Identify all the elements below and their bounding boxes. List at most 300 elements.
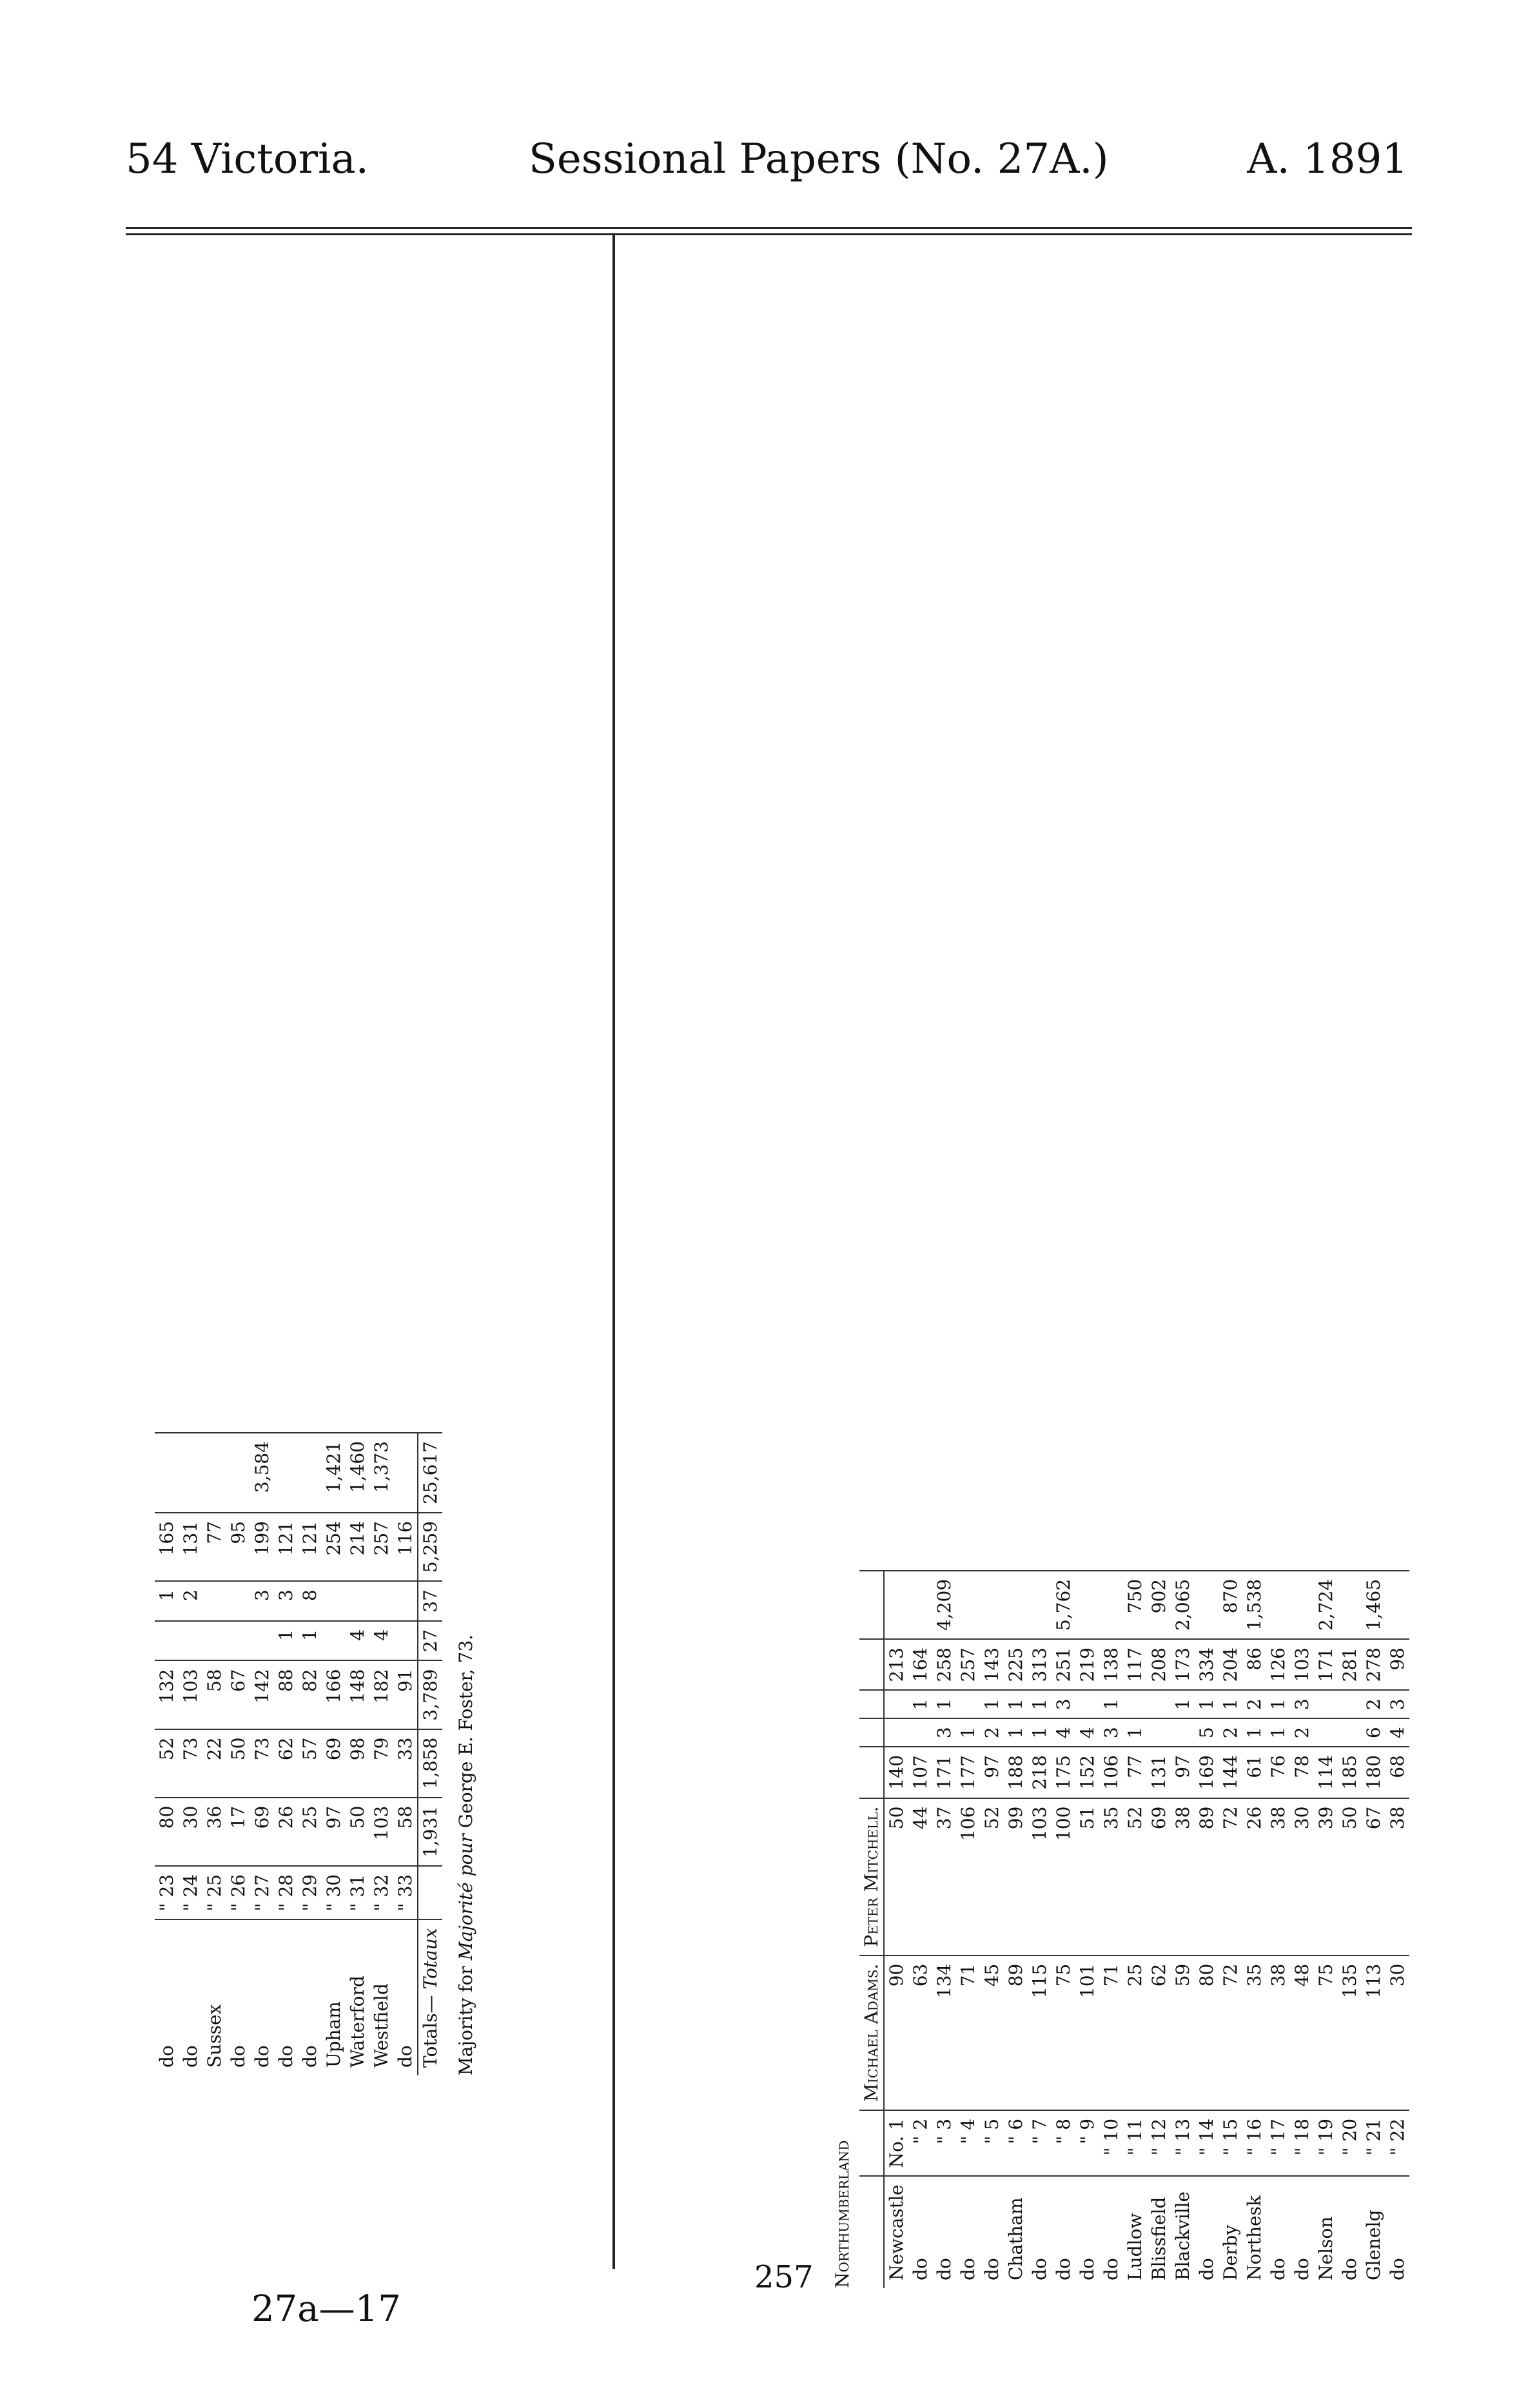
cell-c6: 204 bbox=[1219, 1639, 1242, 1690]
cell-c4 bbox=[202, 1621, 226, 1661]
table-row bbox=[1147, 1571, 1171, 2288]
cell-c5: 3 bbox=[274, 1581, 298, 1621]
cell-c7: 2,724 bbox=[1314, 1571, 1338, 1639]
cell-c2: 73 bbox=[250, 1729, 274, 1798]
cell-no: " 11 bbox=[1123, 2110, 1147, 2176]
cell-c7 bbox=[980, 1571, 1004, 1639]
cell-place: Upham bbox=[322, 1919, 346, 2075]
cell-c7 bbox=[298, 1433, 322, 1513]
cell-c5: 1 bbox=[1028, 1690, 1052, 1718]
cell-c4: 4 bbox=[1052, 1718, 1075, 1747]
cell-c5: 3 bbox=[1052, 1690, 1075, 1718]
majority-label-fr: Majorité pour bbox=[455, 1834, 476, 1961]
cell-c1: 134 bbox=[932, 1956, 956, 2110]
top-section-rotated bbox=[155, 593, 476, 2075]
cell-c5 bbox=[1314, 1690, 1338, 1718]
cell-c3: 88 bbox=[274, 1660, 298, 1729]
cell-c5: 1 bbox=[908, 1690, 932, 1718]
cell-place: Chatham bbox=[1004, 2176, 1028, 2288]
cell-c4 bbox=[1147, 1718, 1171, 1747]
cell-no: " 32 bbox=[369, 1866, 393, 1919]
cell-c6: 131 bbox=[179, 1513, 202, 1581]
cell-c4: 4 bbox=[369, 1621, 393, 1661]
cell-c4: 1 bbox=[274, 1621, 298, 1661]
cell-c6: 103 bbox=[1290, 1639, 1314, 1690]
cell-c6: 171 bbox=[1314, 1639, 1338, 1690]
cell-c2: 89 bbox=[1195, 1798, 1219, 1956]
cell-c1: 50 bbox=[346, 1798, 369, 1866]
cell-place: do bbox=[298, 1919, 322, 2075]
cell-c2: 52 bbox=[980, 1798, 1004, 1956]
table-row bbox=[369, 1433, 393, 2075]
header-place bbox=[859, 2176, 884, 2288]
majority-line bbox=[455, 593, 476, 2075]
totals-c6: 5,259 bbox=[418, 1513, 442, 1581]
cell-c3: 132 bbox=[155, 1660, 179, 1729]
header-rule-top bbox=[126, 227, 1412, 229]
cell-no: " 30 bbox=[322, 1866, 346, 1919]
cell-place: do bbox=[1195, 2176, 1219, 2288]
cell-no: " 5 bbox=[980, 2110, 1004, 2176]
cell-place: do bbox=[1385, 2176, 1409, 2288]
table-row bbox=[932, 1571, 956, 2288]
cell-place: Newcastle bbox=[884, 2176, 908, 2288]
cell-c5: 1 bbox=[1099, 1690, 1123, 1718]
cell-c7 bbox=[1290, 1571, 1314, 1639]
cell-place: do bbox=[1099, 2176, 1123, 2288]
cell-c1: 45 bbox=[980, 1956, 1004, 2110]
cell-c5: 1 bbox=[1266, 1690, 1290, 1718]
cell-place: Northesk bbox=[1242, 2176, 1266, 2288]
cell-c3: 182 bbox=[369, 1660, 393, 1729]
cell-place: do bbox=[179, 1919, 202, 2075]
cell-place: do bbox=[932, 2176, 956, 2288]
cell-no: " 3 bbox=[932, 2110, 956, 2176]
cell-c1: 59 bbox=[1171, 1956, 1195, 2110]
cell-c3: 103 bbox=[179, 1660, 202, 1729]
cell-place: do bbox=[393, 1919, 418, 2075]
cell-c2: 79 bbox=[369, 1729, 393, 1798]
cell-no: " 33 bbox=[393, 1866, 418, 1919]
cell-c1: 115 bbox=[1028, 1956, 1052, 2110]
cell-c3: 169 bbox=[1195, 1747, 1219, 1798]
cell-c2: 57 bbox=[298, 1729, 322, 1798]
cell-c2: 72 bbox=[1219, 1798, 1242, 1956]
cell-c1: 75 bbox=[1052, 1956, 1075, 2110]
totals-label-en: Totals— bbox=[420, 1995, 441, 2068]
cell-place: do bbox=[155, 1919, 179, 2075]
cell-c2: 37 bbox=[932, 1798, 956, 1956]
table-row bbox=[1171, 1571, 1195, 2288]
cell-place: do bbox=[956, 2176, 980, 2288]
cell-c2: 52 bbox=[1123, 1798, 1147, 1956]
cell-place: Sussex bbox=[202, 1919, 226, 2075]
cell-c6: 213 bbox=[884, 1639, 908, 1690]
totals-label bbox=[418, 1919, 442, 2075]
cell-c1: 72 bbox=[1219, 1956, 1242, 2110]
cell-c4: 4 bbox=[1385, 1718, 1409, 1747]
cell-c4 bbox=[1338, 1718, 1362, 1747]
cell-c6: 258 bbox=[932, 1639, 956, 1690]
cell-c4 bbox=[393, 1621, 418, 1661]
cell-place: Nelson bbox=[1314, 2176, 1338, 2288]
cell-c5 bbox=[393, 1581, 418, 1621]
cell-c2: 98 bbox=[346, 1729, 369, 1798]
table-row bbox=[884, 1571, 908, 2288]
cell-c1: 17 bbox=[226, 1798, 250, 1866]
footer-ref: 27a—17 bbox=[251, 2288, 401, 2330]
cell-place: do bbox=[1266, 2176, 1290, 2288]
cell-c7: 4,209 bbox=[932, 1571, 956, 1639]
cell-c1: 30 bbox=[1385, 1956, 1409, 2110]
table-row bbox=[179, 1433, 202, 2075]
table-row bbox=[1028, 1571, 1052, 2288]
cell-c3: 78 bbox=[1290, 1747, 1314, 1798]
cell-c2: 73 bbox=[179, 1729, 202, 1798]
cell-c7: 5,762 bbox=[1052, 1571, 1075, 1639]
cell-place: do bbox=[250, 1919, 274, 2075]
table-row bbox=[1123, 1571, 1147, 2288]
cell-place: do bbox=[1028, 2176, 1052, 2288]
cell-c2: 26 bbox=[1242, 1798, 1266, 1956]
cell-no: " 27 bbox=[250, 1866, 274, 1919]
cell-c7: 1,460 bbox=[346, 1433, 369, 1513]
cell-no: " 31 bbox=[346, 1866, 369, 1919]
cell-c1: 135 bbox=[1338, 1956, 1362, 2110]
cell-no: " 16 bbox=[1242, 2110, 1266, 2176]
cell-c1: 38 bbox=[1266, 1956, 1290, 2110]
table-row bbox=[202, 1433, 226, 2075]
cell-c1: 113 bbox=[1362, 1956, 1385, 2110]
cell-c7 bbox=[202, 1433, 226, 1513]
cell-c7 bbox=[1385, 1571, 1409, 1639]
table-row bbox=[155, 1433, 179, 2075]
cell-c1: 26 bbox=[274, 1798, 298, 1866]
cell-c3: 166 bbox=[322, 1660, 346, 1729]
cell-c2: 50 bbox=[884, 1798, 908, 1956]
cell-c7 bbox=[393, 1433, 418, 1513]
cell-c5 bbox=[884, 1690, 908, 1718]
cell-c3: 91 bbox=[393, 1660, 418, 1729]
cell-c3: 61 bbox=[1242, 1747, 1266, 1798]
cell-c4 bbox=[1171, 1718, 1195, 1747]
header-peter-mitchell: Peter Mitchell. bbox=[859, 1798, 884, 1956]
cell-c7 bbox=[226, 1433, 250, 1513]
cell-c7 bbox=[956, 1571, 980, 1639]
table-row bbox=[1242, 1571, 1266, 2288]
cell-c4 bbox=[179, 1621, 202, 1661]
cell-c4: 2 bbox=[1290, 1718, 1314, 1747]
cell-no: No. 1 bbox=[884, 2110, 908, 2176]
cell-c7: 3,584 bbox=[250, 1433, 274, 1513]
table-row bbox=[250, 1433, 274, 2075]
cell-c4: 5 bbox=[1195, 1718, 1219, 1747]
table-row bbox=[393, 1433, 418, 2075]
cell-place: Derby bbox=[1219, 2176, 1242, 2288]
cell-no: " 6 bbox=[1004, 2110, 1028, 2176]
cell-c6: 138 bbox=[1099, 1639, 1123, 1690]
cell-c4 bbox=[884, 1718, 908, 1747]
cell-c5: 1 bbox=[1195, 1690, 1219, 1718]
cell-place: do bbox=[1052, 2176, 1075, 2288]
cell-c1: 75 bbox=[1314, 1956, 1338, 2110]
cell-c6: 281 bbox=[1338, 1639, 1362, 1690]
cell-c1: 62 bbox=[1147, 1956, 1171, 2110]
cell-c7 bbox=[179, 1433, 202, 1513]
cell-c5 bbox=[1147, 1690, 1171, 1718]
cell-c3: 142 bbox=[250, 1660, 274, 1729]
totals-blank bbox=[418, 1866, 442, 1919]
cell-c5 bbox=[1123, 1690, 1147, 1718]
cell-c5 bbox=[322, 1581, 346, 1621]
top-results-table bbox=[155, 1432, 442, 2075]
header-number bbox=[859, 2110, 884, 2176]
cell-place: do bbox=[908, 2176, 932, 2288]
cell-c2: 22 bbox=[202, 1729, 226, 1798]
cell-c6: 334 bbox=[1195, 1639, 1219, 1690]
cell-c3: 97 bbox=[1171, 1747, 1195, 1798]
cell-c4: 3 bbox=[932, 1718, 956, 1747]
header-michael-adams: Michael Adams. bbox=[859, 1956, 884, 2110]
table-row bbox=[298, 1433, 322, 2075]
cell-c3: 171 bbox=[932, 1747, 956, 1798]
cell-c6: 219 bbox=[1075, 1639, 1099, 1690]
cell-c7 bbox=[1004, 1571, 1028, 1639]
cell-c2: 62 bbox=[274, 1729, 298, 1798]
cell-c2: 69 bbox=[1147, 1798, 1171, 1956]
table-row bbox=[1195, 1571, 1219, 2288]
cell-c1: 30 bbox=[179, 1798, 202, 1866]
cell-no: " 17 bbox=[1266, 2110, 1290, 2176]
cell-c7: 2,065 bbox=[1171, 1571, 1195, 1639]
totals-c4: 27 bbox=[418, 1621, 442, 1661]
cell-c5 bbox=[1075, 1690, 1099, 1718]
table-row bbox=[980, 1571, 1004, 2288]
cell-c2: 52 bbox=[155, 1729, 179, 1798]
cell-no: " 2 bbox=[908, 2110, 932, 2176]
cell-no: " 19 bbox=[1314, 2110, 1338, 2176]
cell-c2: 100 bbox=[1052, 1798, 1075, 1956]
cell-no: " 7 bbox=[1028, 2110, 1052, 2176]
cell-c4: 1 bbox=[298, 1621, 322, 1661]
cell-c3: 106 bbox=[1099, 1747, 1123, 1798]
cell-c2: 50 bbox=[226, 1729, 250, 1798]
cell-c7 bbox=[908, 1571, 932, 1639]
cell-c6: 126 bbox=[1266, 1639, 1290, 1690]
cell-no: " 26 bbox=[226, 1866, 250, 1919]
cell-place: do bbox=[1075, 2176, 1099, 2288]
table-row bbox=[1290, 1571, 1314, 2288]
cell-c3: 77 bbox=[1123, 1747, 1147, 1798]
cell-c4 bbox=[226, 1621, 250, 1661]
cell-c3: 82 bbox=[298, 1660, 322, 1729]
cell-c5 bbox=[226, 1581, 250, 1621]
header-rule-bottom bbox=[126, 233, 1412, 235]
cell-no: " 28 bbox=[274, 1866, 298, 1919]
cell-c2: 30 bbox=[1290, 1798, 1314, 1956]
cell-c6: 117 bbox=[1123, 1639, 1147, 1690]
cell-no: " 14 bbox=[1195, 2110, 1219, 2176]
cell-place: Glenelg bbox=[1362, 2176, 1385, 2288]
cell-c5: 2 bbox=[1242, 1690, 1266, 1718]
cell-no: " 24 bbox=[179, 1866, 202, 1919]
cell-c5 bbox=[956, 1690, 980, 1718]
cell-c2: 38 bbox=[1171, 1798, 1195, 1956]
totals-c7: 25,617 bbox=[418, 1433, 442, 1513]
totals-c1: 1,931 bbox=[418, 1798, 442, 1866]
cell-c1: 58 bbox=[393, 1798, 418, 1866]
cell-c4: 3 bbox=[1099, 1718, 1123, 1747]
cell-c3: 107 bbox=[908, 1747, 932, 1798]
cell-c4 bbox=[322, 1621, 346, 1661]
cell-c2: 38 bbox=[1385, 1798, 1409, 1956]
totals-row bbox=[418, 1433, 442, 2075]
cell-c3: 76 bbox=[1266, 1747, 1290, 1798]
cell-c6: 165 bbox=[155, 1513, 179, 1581]
cell-c3: 218 bbox=[1028, 1747, 1052, 1798]
cell-no: " 9 bbox=[1075, 2110, 1099, 2176]
header-year: A. 1891 bbox=[1247, 135, 1408, 183]
cell-c1: 48 bbox=[1290, 1956, 1314, 2110]
cell-c2: 106 bbox=[956, 1798, 980, 1956]
cell-c2: 51 bbox=[1075, 1798, 1099, 1956]
cell-place: do bbox=[1290, 2176, 1314, 2288]
cell-c4: 2 bbox=[980, 1718, 1004, 1747]
header-c3 bbox=[859, 1747, 884, 1798]
cell-c3: 97 bbox=[980, 1747, 1004, 1798]
cell-place: Ludlow bbox=[1123, 2176, 1147, 2288]
header-session: 54 Victoria. bbox=[126, 135, 369, 183]
cell-c6: 77 bbox=[202, 1513, 226, 1581]
cell-c1: 63 bbox=[908, 1956, 932, 2110]
cell-no: " 12 bbox=[1147, 2110, 1171, 2176]
table-row bbox=[226, 1433, 250, 2075]
cell-no: " 25 bbox=[202, 1866, 226, 1919]
cell-place: do bbox=[1338, 2176, 1362, 2288]
cell-c5: 1 bbox=[980, 1690, 1004, 1718]
table-row bbox=[1004, 1571, 1028, 2288]
cell-c5: 1 bbox=[1171, 1690, 1195, 1718]
cell-c6: 86 bbox=[1242, 1639, 1266, 1690]
cell-c6: 208 bbox=[1147, 1639, 1171, 1690]
cell-c6: 254 bbox=[322, 1513, 346, 1581]
cell-c5 bbox=[369, 1581, 393, 1621]
table-row bbox=[1052, 1571, 1075, 2288]
table-row bbox=[1099, 1571, 1123, 2288]
cell-c3: 68 bbox=[1385, 1747, 1409, 1798]
cell-c7 bbox=[1338, 1571, 1362, 1639]
bottom-section-rotated bbox=[832, 548, 1409, 2288]
majority-text: George E. Foster, 73. bbox=[455, 1634, 476, 1829]
cell-c3: 144 bbox=[1219, 1747, 1242, 1798]
cell-c6: 225 bbox=[1004, 1639, 1028, 1690]
cell-c6: 121 bbox=[298, 1513, 322, 1581]
cell-c6: 257 bbox=[369, 1513, 393, 1581]
cell-c7: 1,421 bbox=[322, 1433, 346, 1513]
cell-c2: 103 bbox=[1028, 1798, 1052, 1956]
table-row bbox=[346, 1433, 369, 2075]
cell-no: " 29 bbox=[298, 1866, 322, 1919]
table-row bbox=[322, 1433, 346, 2075]
cell-c2: 39 bbox=[1314, 1798, 1338, 1956]
cell-c3: 148 bbox=[346, 1660, 369, 1729]
cell-c4 bbox=[250, 1621, 274, 1661]
cell-place: Blackville bbox=[1171, 2176, 1195, 2288]
cell-c2: 38 bbox=[1266, 1798, 1290, 1956]
cell-c3: 152 bbox=[1075, 1747, 1099, 1798]
cell-c3: 177 bbox=[956, 1747, 980, 1798]
cell-c5: 3 bbox=[1385, 1690, 1409, 1718]
cell-c1: 80 bbox=[1195, 1956, 1219, 2110]
table-row bbox=[956, 1571, 980, 2288]
cell-c6: 278 bbox=[1362, 1639, 1385, 1690]
cell-c7: 902 bbox=[1147, 1571, 1171, 1639]
cell-c7 bbox=[155, 1433, 179, 1513]
table-row bbox=[1219, 1571, 1242, 2288]
cell-c2: 69 bbox=[322, 1729, 346, 1798]
header-c7 bbox=[859, 1571, 884, 1639]
majority-label: Majority for bbox=[455, 1966, 476, 2075]
cell-c6: 116 bbox=[393, 1513, 418, 1581]
cell-c7 bbox=[1099, 1571, 1123, 1639]
cell-c7 bbox=[884, 1571, 908, 1639]
table-row bbox=[1338, 1571, 1362, 2288]
cell-c7 bbox=[274, 1433, 298, 1513]
cell-c1: 69 bbox=[250, 1798, 274, 1866]
cell-place: do bbox=[226, 1919, 250, 2075]
page-column-divider bbox=[612, 235, 615, 2269]
cell-c3: 58 bbox=[202, 1660, 226, 1729]
cell-place: Westfield bbox=[369, 1919, 393, 2075]
cell-c3: 188 bbox=[1004, 1747, 1028, 1798]
cell-c5: 2 bbox=[1362, 1690, 1385, 1718]
cell-c3: 114 bbox=[1314, 1747, 1338, 1798]
cell-c7: 1,465 bbox=[1362, 1571, 1385, 1639]
cell-c6: 199 bbox=[250, 1513, 274, 1581]
cell-no: " 23 bbox=[155, 1866, 179, 1919]
cell-c2: 50 bbox=[1338, 1798, 1362, 1956]
cell-c6: 313 bbox=[1028, 1639, 1052, 1690]
cell-c7: 870 bbox=[1219, 1571, 1242, 1639]
cell-c2: 99 bbox=[1004, 1798, 1028, 1956]
table-row bbox=[1362, 1571, 1385, 2288]
cell-no: " 22 bbox=[1385, 2110, 1409, 2176]
cell-c4 bbox=[155, 1621, 179, 1661]
cell-c7 bbox=[1028, 1571, 1052, 1639]
table-row bbox=[1266, 1571, 1290, 2288]
cell-c7: 1,373 bbox=[369, 1433, 393, 1513]
cell-no: " 15 bbox=[1219, 2110, 1242, 2176]
cell-c1: 71 bbox=[1099, 1956, 1123, 2110]
cell-c4: 1 bbox=[1242, 1718, 1266, 1747]
cell-c4: 4 bbox=[346, 1621, 369, 1661]
table-row bbox=[908, 1571, 932, 2288]
cell-c4 bbox=[1314, 1718, 1338, 1747]
cell-c7 bbox=[1075, 1571, 1099, 1639]
cell-c5: 1 bbox=[1219, 1690, 1242, 1718]
cell-c1: 25 bbox=[298, 1798, 322, 1866]
cell-c3: 67 bbox=[226, 1660, 250, 1729]
cell-no: " 20 bbox=[1338, 2110, 1362, 2176]
cell-c2: 44 bbox=[908, 1798, 932, 1956]
cell-c5 bbox=[202, 1581, 226, 1621]
cell-c5 bbox=[1338, 1690, 1362, 1718]
cell-c6: 257 bbox=[956, 1639, 980, 1690]
totals-c2: 1,858 bbox=[418, 1729, 442, 1798]
cell-c1: 35 bbox=[1242, 1956, 1266, 2110]
cell-c3: 180 bbox=[1362, 1747, 1385, 1798]
cell-no: " 13 bbox=[1171, 2110, 1195, 2176]
